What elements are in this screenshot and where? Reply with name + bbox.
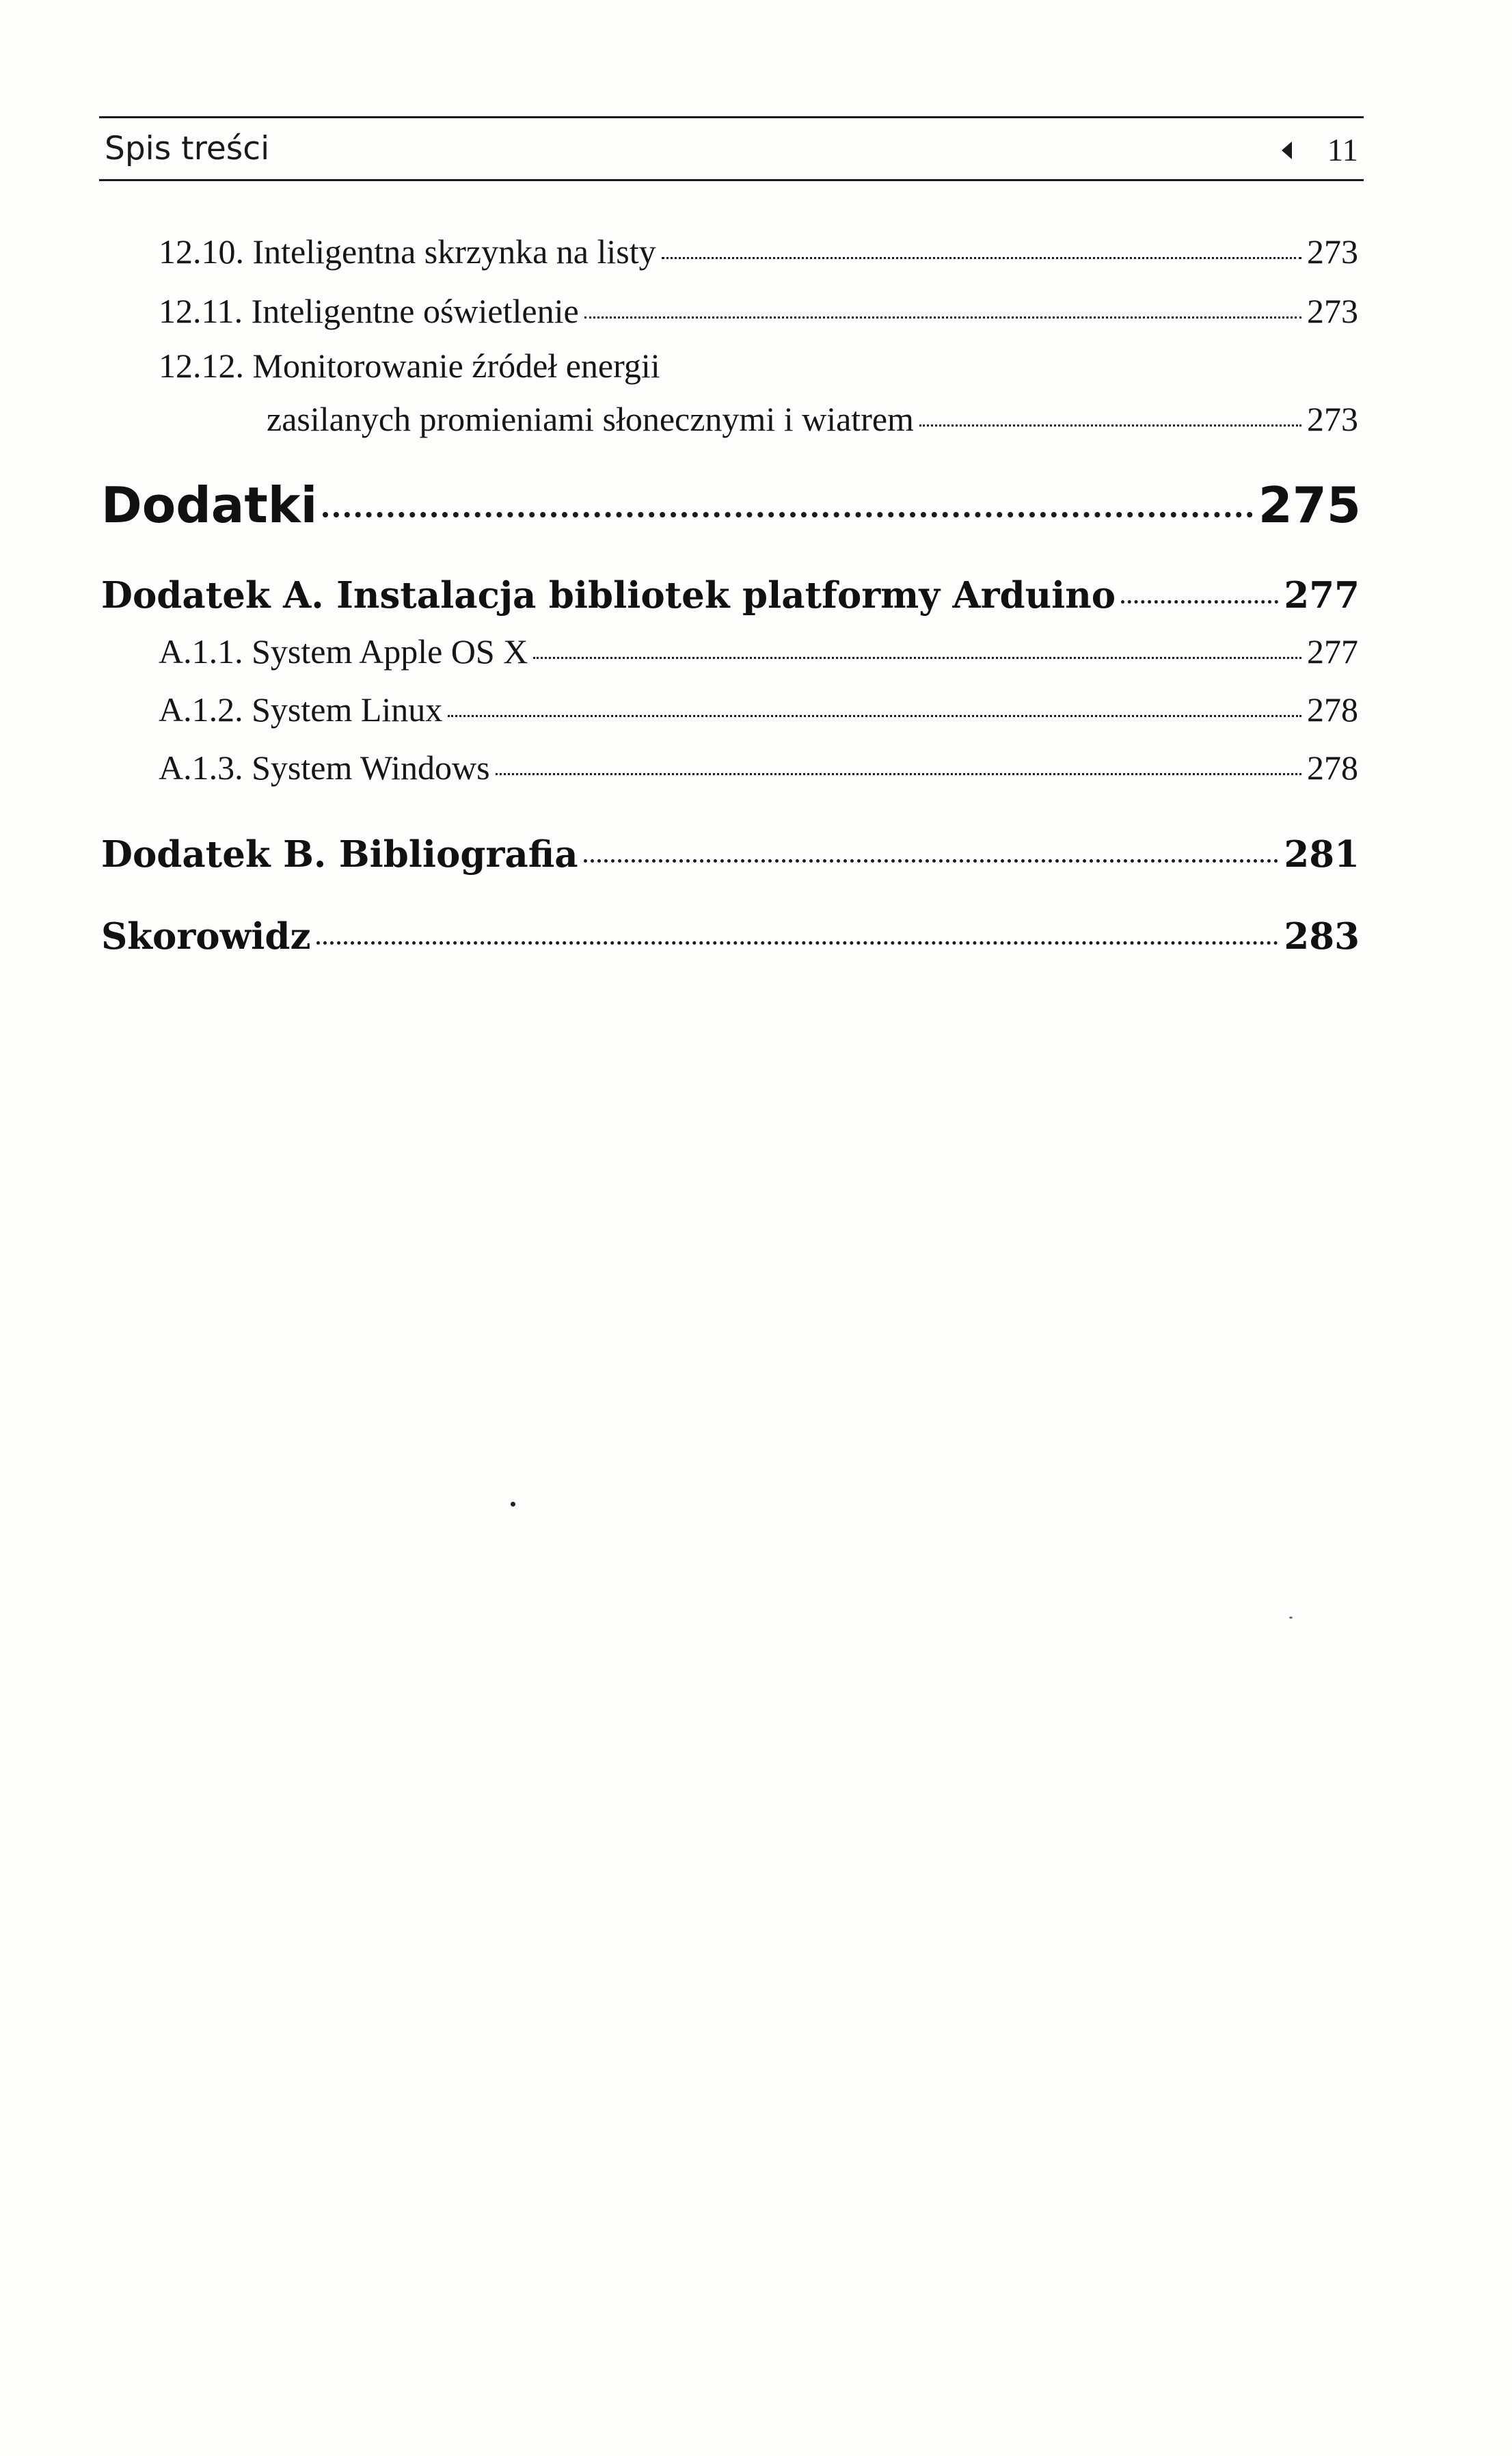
dot-leader — [1121, 571, 1278, 608]
page-number: 273 — [1307, 400, 1358, 438]
page-number: 278 — [1307, 690, 1358, 729]
toc-entry-label — [159, 632, 528, 671]
header-page-number: 11 — [1327, 133, 1358, 168]
toc-entry-a-1-1 — [159, 629, 1358, 671]
section-title: System Linux — [252, 690, 443, 729]
toc-entry-12-11 — [159, 288, 1358, 331]
section-title-continued: zasilanych promieniami słonecznymi i wiatrem — [267, 400, 914, 438]
toc-entry-a-1-3 — [159, 745, 1358, 787]
section-number: A.1.2. — [159, 690, 243, 729]
toc-entry-12-10 — [159, 229, 1358, 271]
section-number: 12.12. — [159, 347, 244, 385]
section-title: Inteligentna skrzynka na listy — [252, 232, 656, 271]
appendix-title: Dodatek A. Instalacja bibliotek platformy Arduino — [101, 574, 1116, 617]
toc-entry-label — [159, 690, 442, 729]
dot-leader — [323, 473, 1252, 522]
toc-entry-a-1-2 — [159, 687, 1358, 729]
page-number: 275 — [1258, 476, 1361, 534]
section-title: System Apple OS X — [252, 632, 528, 671]
dot-leader — [584, 831, 1279, 867]
page-number: 281 — [1284, 833, 1360, 876]
toc-entry-12-12-line2 — [267, 396, 1358, 439]
dot-leader — [919, 396, 1301, 431]
toc-entry-label — [159, 291, 579, 331]
dot-leader — [662, 229, 1301, 263]
index-title: Skorowidz — [101, 915, 311, 958]
toc-entry-label — [159, 232, 656, 271]
toc-index — [101, 913, 1360, 958]
section-title: Monitorowanie źródeł energii — [252, 347, 660, 385]
toc-appendix-b — [101, 831, 1360, 876]
page-number: 273 — [1307, 232, 1358, 271]
scan-speck — [511, 1502, 515, 1507]
toc-entry-label — [159, 748, 490, 787]
section-title: Inteligentne oświetlenie — [251, 292, 579, 330]
toc-appendix-a — [101, 571, 1360, 617]
header-title: Spis treści — [105, 130, 270, 167]
page-number: 277 — [1307, 632, 1358, 671]
page-number: 277 — [1284, 574, 1360, 617]
dot-leader — [448, 687, 1301, 721]
part-title: Dodatki — [101, 476, 318, 534]
section-number: 12.11. — [159, 292, 243, 330]
page-number: 278 — [1307, 748, 1358, 787]
section-number: A.1.1. — [159, 632, 243, 671]
scan-speck — [1289, 1617, 1293, 1619]
dot-leader — [316, 913, 1279, 949]
page-number: 273 — [1307, 292, 1358, 330]
toc-entry-12-12-line1 — [159, 346, 660, 386]
section-number: A.1.3. — [159, 748, 243, 787]
page-number: 283 — [1284, 915, 1360, 958]
dot-leader — [584, 288, 1301, 323]
dot-leader — [533, 629, 1301, 663]
dot-leader — [496, 745, 1301, 779]
appendix-title: Dodatek B. Bibliografia — [101, 833, 578, 876]
section-number: 12.10. — [159, 232, 244, 271]
section-title: System Windows — [252, 748, 490, 787]
toc-part-dodatki — [101, 473, 1361, 534]
